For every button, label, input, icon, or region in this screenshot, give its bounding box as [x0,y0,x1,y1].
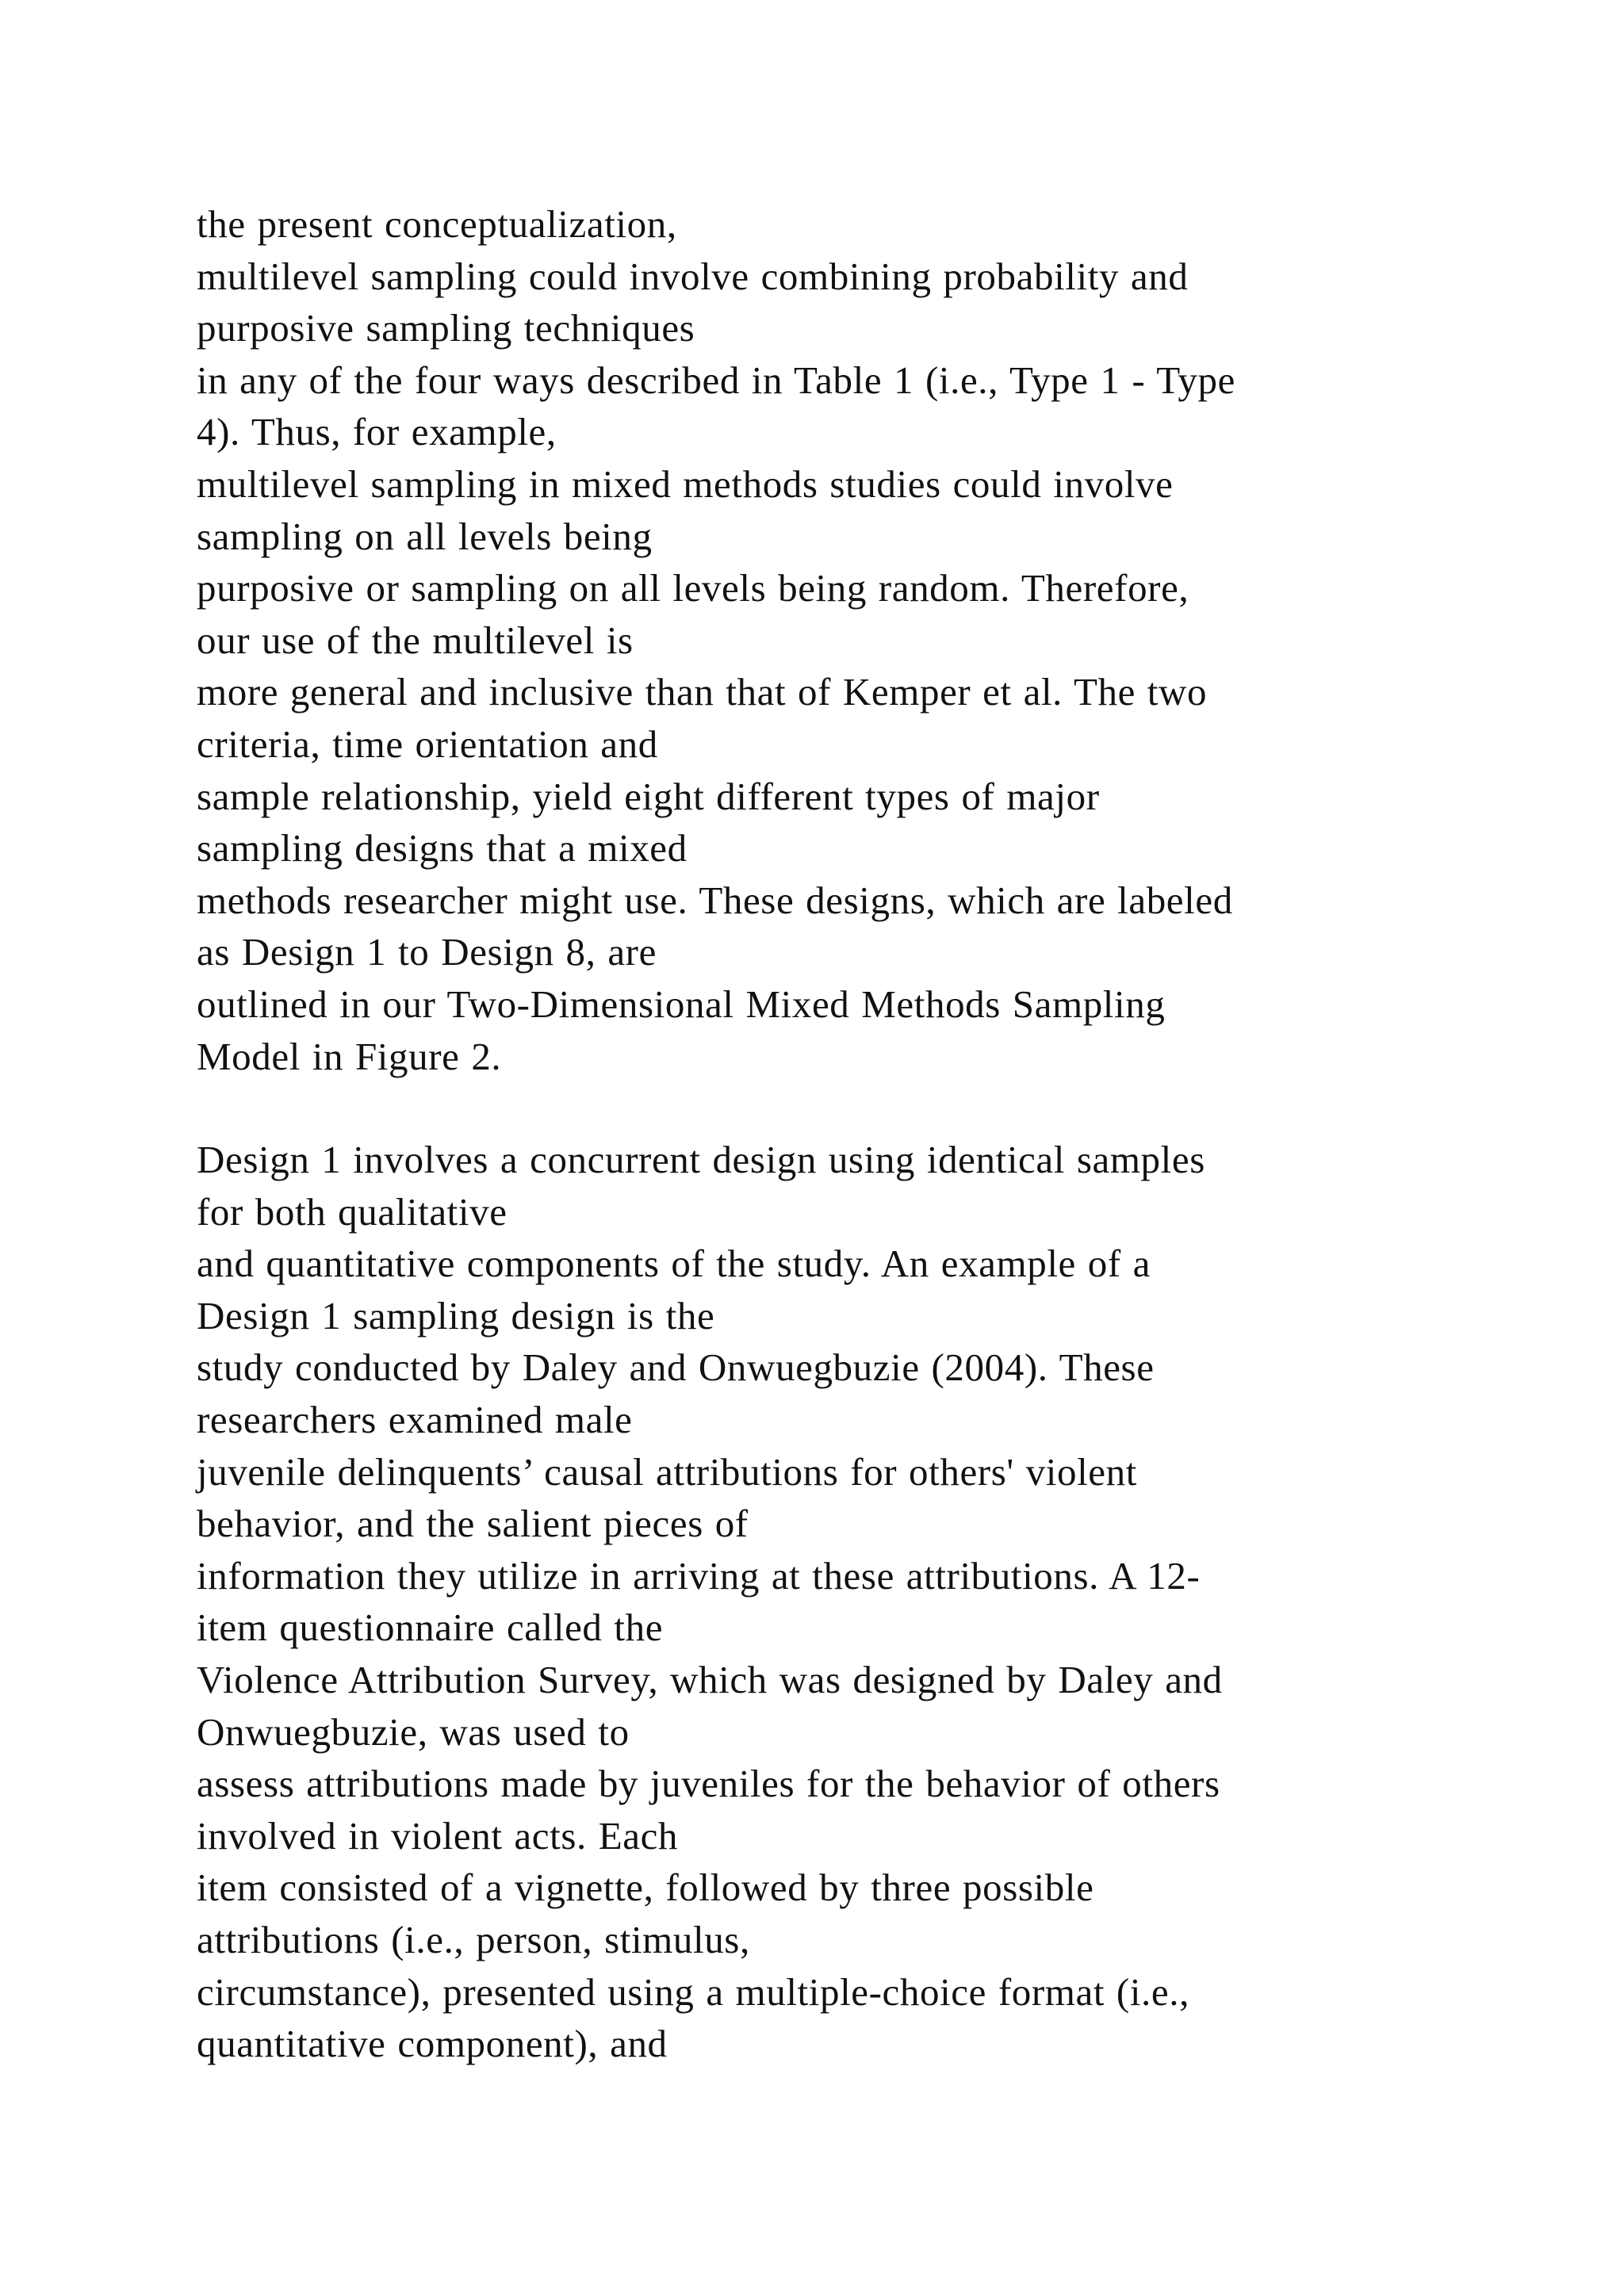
text-line: Design 1 involves a concurrent design using identical samples [197,1138,1205,1181]
text-line: criteria, time orientation and [197,721,658,766]
text-line: purposive sampling techniques [197,306,695,350]
text-line: more general and inclusive than that of Kemper et al. The two [197,670,1208,714]
text-line: sample relationship, yield eight different types of major [197,774,1100,818]
text-line: behavior, and the salient pieces of [197,1502,749,1546]
text-line: as Design 1 to Design 8, are [197,930,657,974]
text-line: the present conceptualization, [197,202,677,246]
text-line: multilevel sampling could involve combining probability and [197,254,1189,298]
text-line: assess attributions made by juveniles for the behavior of others [197,1762,1220,1806]
text-line: Violence Attribution Survey, which was designed by Daley and [197,1657,1223,1701]
text-line: researchers examined male [197,1397,633,1441]
text-line: juvenile delinquents’ causal attributions for others' violent [197,1449,1137,1494]
text-line: item questionnaire called the [197,1605,664,1650]
text-line: circumstance), presented using a multiple-choice format (i.e., [197,1969,1189,2014]
text-line: sampling designs that a mixed [197,826,688,871]
paragraph-2 [197,1134,1529,2070]
text-line: attributions (i.e., person, stimulus, [197,1917,750,1961]
text-line: Model in Figure 2. [197,1034,502,1078]
text-line: purposive or sampling on all levels being random. Therefore, [197,566,1189,610]
text-line: sampling on all levels being [197,514,653,558]
text-line: item consisted of a vignette, followed by three possible [197,1866,1094,1910]
paragraph-1 [197,198,1529,1082]
text-line: methods researcher might use. These designs, which are labeled [197,878,1233,922]
text-line: information they utilize in arriving at these attributions. A 12- [197,1553,1201,1598]
text-line: outlined in our Two-Dimensional Mixed Methods Sampling [197,982,1166,1026]
text-line: involved in violent acts. Each [197,1813,679,1858]
text-line: Onwuegbuzie, was used to [197,1709,630,1754]
text-line: 4). Thus, for example, [197,410,557,454]
text-line: quantitative component), and [197,2022,668,2066]
text-line: Design 1 sampling design is the [197,1293,715,1337]
text-line: study conducted by Daley and Onwuegbuzie (2004). These [197,1345,1155,1390]
text-line: in any of the four ways described in Table 1 (i.e., Type 1 - Type [197,358,1235,402]
text-line: multilevel sampling in mixed methods studies could involve [197,461,1174,506]
text-line: our use of the multilevel is [197,618,634,662]
text-line: and quantitative components of the study. An example of a [197,1242,1151,1286]
text-line: for both qualitative [197,1189,508,1234]
